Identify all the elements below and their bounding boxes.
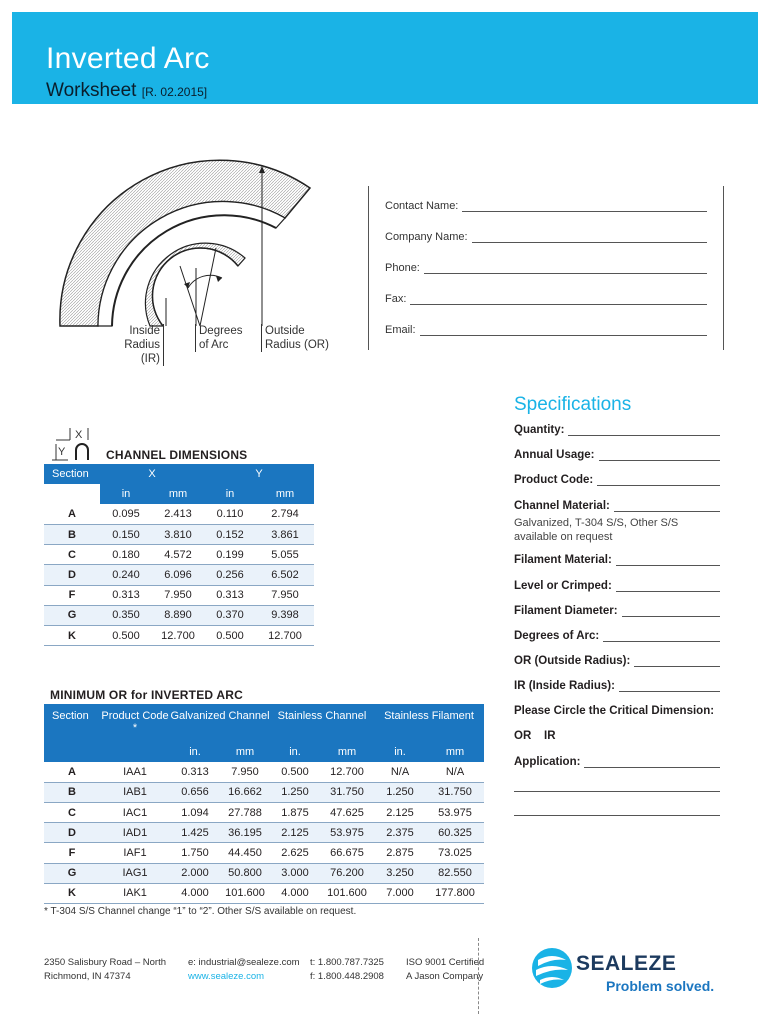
inside-radius-field[interactable] <box>514 680 720 692</box>
minimum-or-title: MINIMUM OR for INVERTED ARC <box>50 688 243 702</box>
fil-in-cell: N/A <box>374 762 426 782</box>
product-code-cell: IAB1 <box>100 782 170 802</box>
ss-mm-cell: 53.975 <box>320 823 374 843</box>
application-label: Application: <box>514 756 581 768</box>
product-code-input[interactable] <box>597 476 720 486</box>
footer-email[interactable]: e: industrial@sealeze.com <box>188 957 300 968</box>
outside-radius-input[interactable] <box>634 657 720 667</box>
or-ir-options[interactable]: OR IR <box>514 730 556 742</box>
quantity-label: Quantity: <box>514 424 565 436</box>
company-name-input[interactable] <box>472 231 707 243</box>
page-subtitle <box>46 80 207 102</box>
product-code-footnote: * T-304 S/S Channel change “1” to “2”. Other S/S available on request. <box>44 906 357 917</box>
level-crimped-field[interactable] <box>514 580 720 592</box>
filament-diameter-label: Filament Diameter: <box>514 605 618 617</box>
galv-mm-cell: 7.950 <box>220 762 270 782</box>
ss-mm-cell: 31.750 <box>320 782 374 802</box>
fil-mm-cell: N/A <box>426 762 484 782</box>
channel-dimensions-table <box>44 464 314 646</box>
galv-mm-cell: 101.600 <box>220 883 270 903</box>
x-mm-cell: 7.950 <box>152 585 204 605</box>
critical-dimension-label: Please Circle the Critical Dimension: <box>514 705 715 717</box>
table-row <box>44 803 484 823</box>
ss-in-cell: 3.000 <box>270 863 320 883</box>
section-cell: A <box>44 762 100 782</box>
y-mm-cell: 6.502 <box>256 565 314 585</box>
channel-material-field[interactable] <box>514 500 720 512</box>
email-field[interactable] <box>385 320 707 336</box>
channel-sub-y-mm: mm <box>256 484 314 504</box>
contact-name-input[interactable] <box>462 200 707 212</box>
table-row <box>44 585 314 605</box>
fil-mm-cell: 177.800 <box>426 883 484 903</box>
channel-sub-x-in: in <box>100 484 152 504</box>
galv-in-cell: 1.094 <box>170 803 220 823</box>
table-row <box>44 843 484 863</box>
ss-mm-cell: 101.600 <box>320 883 374 903</box>
sealeze-logo-mark-icon <box>530 940 574 996</box>
filament-material-input[interactable] <box>616 556 720 566</box>
specifications-panel <box>514 394 722 768</box>
icon-y-label: Y <box>58 446 66 458</box>
min-sub-s-mm: mm <box>320 742 374 762</box>
degrees-line2: of Arc <box>199 339 229 351</box>
product-code-cell: IAF1 <box>100 843 170 863</box>
application-line-3[interactable] <box>514 806 720 816</box>
address-line2: Richmond, IN 47374 <box>44 971 131 982</box>
degrees-line1: Degrees <box>199 325 243 337</box>
channel-col-section: Section <box>44 464 100 484</box>
y-mm-cell: 7.950 <box>256 585 314 605</box>
quantity-field[interactable] <box>514 424 720 436</box>
product-code-cell: IAD1 <box>100 823 170 843</box>
x-mm-cell: 6.096 <box>152 565 204 585</box>
brand-tagline: Problem solved. <box>606 978 715 994</box>
x-in-cell: 0.500 <box>100 626 152 646</box>
degrees-of-arc-label <box>195 324 242 352</box>
table-row <box>44 823 484 843</box>
y-in-cell: 0.199 <box>204 545 256 565</box>
x-mm-cell: 4.572 <box>152 545 204 565</box>
phone-input[interactable] <box>424 262 707 274</box>
product-code-cell: IAA1 <box>100 762 170 782</box>
table-row <box>44 525 314 545</box>
galv-in-cell: 1.425 <box>170 823 220 843</box>
quantity-input[interactable] <box>568 426 720 436</box>
filament-material-label: Filament Material: <box>514 554 612 566</box>
channel-material-input[interactable] <box>614 502 720 512</box>
fil-in-cell: 2.875 <box>374 843 426 863</box>
product-code-field[interactable] <box>514 474 720 486</box>
fil-mm-cell: 73.025 <box>426 843 484 863</box>
y-in-cell: 0.256 <box>204 565 256 585</box>
annual-usage-input[interactable] <box>599 451 720 461</box>
minimum-subheader-row <box>44 742 484 762</box>
channel-material-note <box>514 516 678 544</box>
galv-mm-cell: 50.800 <box>220 863 270 883</box>
ss-mm-cell: 66.675 <box>320 843 374 863</box>
subtitle-text: Worksheet <box>46 80 137 101</box>
product-code-cell: IAK1 <box>100 883 170 903</box>
min-sub-g-mm: mm <box>220 742 270 762</box>
galv-in-cell: 0.313 <box>170 762 220 782</box>
channel-note-line1: Galvanized, T-304 S/S, Other S/S <box>514 517 679 529</box>
galv-mm-cell: 16.662 <box>220 782 270 802</box>
min-sub-g-in: in. <box>170 742 220 762</box>
outside-radius-spec-label: OR (Outside Radius): <box>514 655 631 667</box>
ss-in-cell: 2.625 <box>270 843 320 863</box>
degrees-of-arc-input[interactable] <box>603 632 720 642</box>
channel-sub-y-in: in <box>204 484 256 504</box>
y-mm-cell: 2.794 <box>256 504 314 524</box>
filament-material-field[interactable] <box>514 554 720 566</box>
inside-radius-input[interactable] <box>619 682 720 692</box>
minimum-or-table <box>44 704 484 904</box>
fil-in-cell: 3.250 <box>374 863 426 883</box>
fil-in-cell: 7.000 <box>374 883 426 903</box>
page-title: Inverted Arc <box>46 42 210 75</box>
galv-mm-cell: 44.450 <box>220 843 270 863</box>
inside-radius-spec-label: IR (Inside Radius): <box>514 680 615 692</box>
section-cell: F <box>44 843 100 863</box>
section-cell: K <box>44 883 100 903</box>
filament-diameter-input[interactable] <box>622 607 720 617</box>
phone-label: Phone: <box>385 262 420 274</box>
fil-in-cell: 2.125 <box>374 803 426 823</box>
section-cell: D <box>44 565 100 585</box>
footer-contact <box>188 956 300 984</box>
annual-usage-field[interactable] <box>514 449 720 461</box>
email-label: Email: <box>385 324 416 336</box>
fax-input[interactable] <box>410 293 707 305</box>
footer-address <box>44 956 166 984</box>
icon-x-label: X <box>75 429 83 441</box>
x-in-cell: 0.313 <box>100 585 152 605</box>
section-cell: B <box>44 782 100 802</box>
fil-in-cell: 2.375 <box>374 823 426 843</box>
section-cell: B <box>44 525 100 545</box>
address-line1: 2350 Salisbury Road – North <box>44 957 166 968</box>
email-input[interactable] <box>420 324 707 336</box>
channel-dimensions-title: CHANNEL DIMENSIONS <box>106 448 248 462</box>
table-row <box>44 883 484 903</box>
min-sub-f-in: in. <box>374 742 426 762</box>
fil-mm-cell: 53.975 <box>426 803 484 823</box>
channel-col-y: Y <box>204 464 314 484</box>
section-cell: K <box>44 626 100 646</box>
contact-name-field[interactable] <box>385 196 707 212</box>
table-row <box>44 565 314 585</box>
min-col-product-code: Product Code * <box>100 704 170 742</box>
x-mm-cell: 8.890 <box>152 605 204 625</box>
section-cell: F <box>44 585 100 605</box>
fil-mm-cell: 82.550 <box>426 863 484 883</box>
channel-col-x: X <box>100 464 204 484</box>
y-in-cell: 0.152 <box>204 525 256 545</box>
y-mm-cell: 5.055 <box>256 545 314 565</box>
x-in-cell: 0.150 <box>100 525 152 545</box>
min-col-section: Section <box>44 704 100 742</box>
phone-field[interactable] <box>385 258 707 274</box>
x-in-cell: 0.180 <box>100 545 152 565</box>
x-in-cell: 0.240 <box>100 565 152 585</box>
application-input-2[interactable] <box>514 782 720 792</box>
outside-radius-label <box>261 324 329 352</box>
table-row <box>44 504 314 524</box>
footer-certification <box>406 956 484 984</box>
degrees-of-arc-field[interactable] <box>514 630 720 642</box>
outside-line2: Radius (OR) <box>265 339 329 351</box>
product-code-cell: IAG1 <box>100 863 170 883</box>
y-in-cell: 0.110 <box>204 504 256 524</box>
fax-field[interactable] <box>385 289 707 305</box>
level-crimped-label: Level or Crimped: <box>514 580 612 592</box>
x-mm-cell: 12.700 <box>152 626 204 646</box>
galv-mm-cell: 36.195 <box>220 823 270 843</box>
x-mm-cell: 2.413 <box>152 504 204 524</box>
y-mm-cell: 9.398 <box>256 605 314 625</box>
galv-in-cell: 4.000 <box>170 883 220 903</box>
galv-in-cell: 1.750 <box>170 843 220 863</box>
section-cell: G <box>44 863 100 883</box>
critical-dimension-prompt <box>514 705 720 717</box>
fax-label: Fax: <box>385 293 407 305</box>
ss-in-cell: 0.500 <box>270 762 320 782</box>
table-row <box>44 545 314 565</box>
galv-in-cell: 0.656 <box>170 782 220 802</box>
product-code-label: Product Code: <box>514 474 594 486</box>
x-in-cell: 0.095 <box>100 504 152 524</box>
galv-in-cell: 2.000 <box>170 863 220 883</box>
section-cell: D <box>44 823 100 843</box>
ss-in-cell: 2.125 <box>270 823 320 843</box>
table-row <box>44 863 484 883</box>
y-mm-cell: 3.861 <box>256 525 314 545</box>
ss-in-cell: 1.250 <box>270 782 320 802</box>
table-row <box>44 782 484 802</box>
min-col-stainless-filament: Stainless Filament <box>374 704 484 742</box>
annual-usage-label: Annual Usage: <box>514 449 595 461</box>
y-mm-cell: 12.700 <box>256 626 314 646</box>
parent-company: A Jason Company <box>406 971 484 982</box>
min-sub-s-in: in. <box>270 742 320 762</box>
channel-sub-x-mm: mm <box>152 484 204 504</box>
filament-diameter-field[interactable] <box>514 605 720 617</box>
minimum-header-row <box>44 704 484 742</box>
ss-in-cell: 4.000 <box>270 883 320 903</box>
specifications-title: Specifications <box>514 394 632 415</box>
header-banner <box>12 12 758 104</box>
fil-mm-cell: 31.750 <box>426 782 484 802</box>
ss-in-cell: 1.875 <box>270 803 320 823</box>
min-col-stainless-channel: Stainless Channel <box>270 704 374 742</box>
y-in-cell: 0.500 <box>204 626 256 646</box>
fil-mm-cell: 60.325 <box>426 823 484 843</box>
section-cell: C <box>44 545 100 565</box>
company-name-label: Company Name: <box>385 231 468 243</box>
channel-header-row <box>44 464 314 484</box>
ss-mm-cell: 76.200 <box>320 863 374 883</box>
ss-mm-cell: 12.700 <box>320 762 374 782</box>
x-in-cell: 0.350 <box>100 605 152 625</box>
footer-telephone: t: 1.800.787.7325 <box>310 957 384 968</box>
inside-radius-line1: Inside <box>129 325 160 337</box>
footer-website-link[interactable]: www.sealeze.com <box>188 971 265 982</box>
channel-note-line2: available on request <box>514 531 613 543</box>
or-ir-choice[interactable] <box>514 730 720 742</box>
inside-radius-line2: Radius (IR) <box>124 339 160 365</box>
galv-mm-cell: 27.788 <box>220 803 270 823</box>
inside-radius-label <box>104 324 164 366</box>
ss-mm-cell: 47.625 <box>320 803 374 823</box>
product-code-cell: IAC1 <box>100 803 170 823</box>
level-crimped-input[interactable] <box>616 582 720 592</box>
section-cell: G <box>44 605 100 625</box>
min-col-galvanized: Galvanized Channel <box>170 704 270 742</box>
footer-fax: f: 1.800.448.2908 <box>310 971 384 982</box>
application-input-3[interactable] <box>514 806 720 816</box>
channel-xy-icon <box>50 424 98 466</box>
table-row <box>44 626 314 646</box>
fil-in-cell: 1.250 <box>374 782 426 802</box>
y-in-cell: 0.313 <box>204 585 256 605</box>
brand-name: SEALEZE <box>576 952 677 975</box>
outside-line1: Outside <box>265 325 305 337</box>
application-field[interactable] <box>514 756 720 768</box>
revision-label: [R. 02.2015] <box>141 85 208 99</box>
application-input[interactable] <box>584 758 720 768</box>
x-mm-cell: 3.810 <box>152 525 204 545</box>
application-line-2[interactable] <box>514 782 720 792</box>
channel-material-label: Channel Material: <box>514 500 610 512</box>
contact-info-box <box>368 186 724 350</box>
y-in-cell: 0.370 <box>204 605 256 625</box>
degrees-of-arc-spec-label: Degrees of Arc: <box>514 630 600 642</box>
inverted-arc-illustration <box>40 148 330 328</box>
min-sub-f-mm: mm <box>426 742 484 762</box>
footer-phones <box>310 956 384 984</box>
footer-divider <box>478 938 479 1014</box>
section-cell: C <box>44 803 100 823</box>
iso-certified: ISO 9001 Certified <box>406 957 485 968</box>
sealeze-logo <box>530 940 715 1001</box>
outside-radius-field[interactable] <box>514 655 720 667</box>
table-row <box>44 605 314 625</box>
contact-name-label: Contact Name: <box>385 200 459 212</box>
section-cell: A <box>44 504 100 524</box>
company-name-field[interactable] <box>385 227 707 243</box>
table-row <box>44 762 484 782</box>
channel-subheader-row <box>44 484 314 504</box>
